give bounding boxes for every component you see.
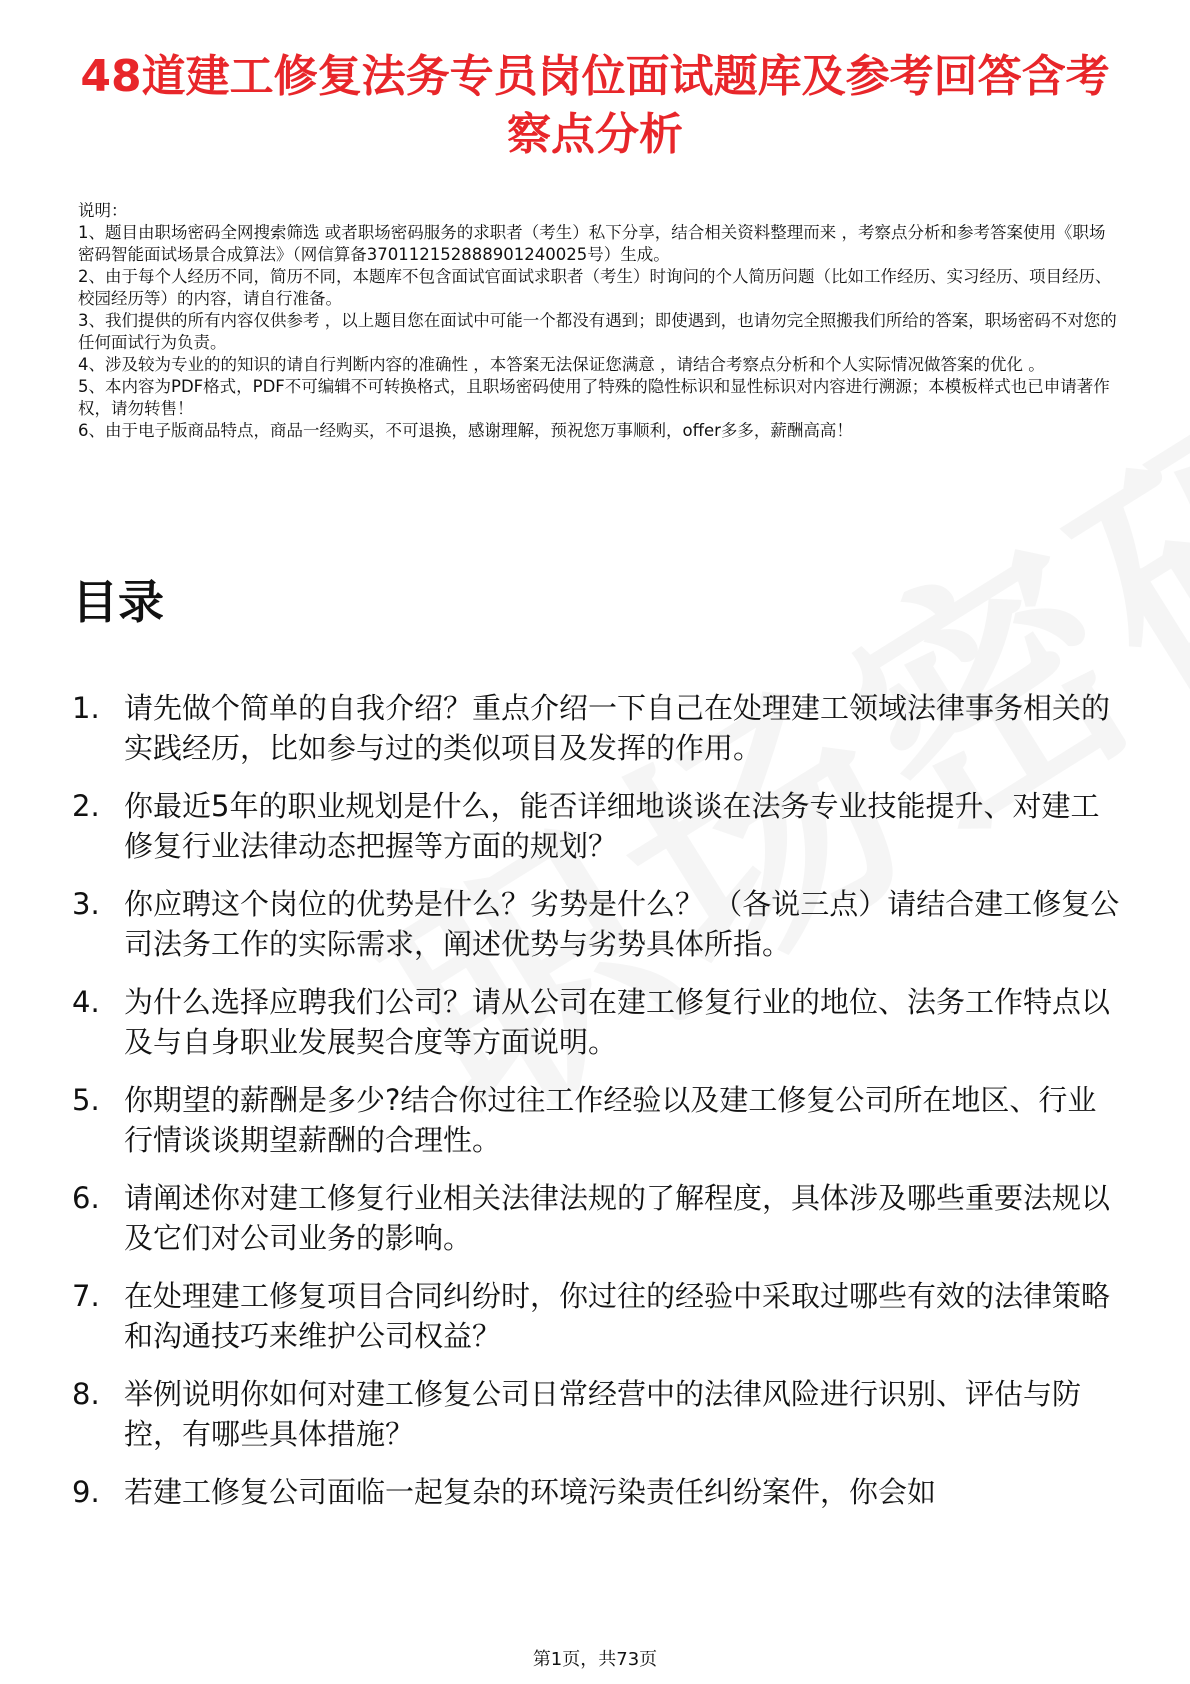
toc-item[interactable] (72, 1178, 1122, 1258)
note-item: 5、本内容为PDF格式，PDF不可编辑不可转换格式，且职场密码使用了特殊的隐性标识和显性标识对内容进行溯源；本模板样式也已申请著作权，请勿转售！ (78, 377, 1110, 418)
toc-list (72, 688, 1122, 1530)
toc-item[interactable] (72, 1472, 1122, 1512)
toc-heading: 目录 (72, 575, 164, 629)
toc-item[interactable] (72, 982, 1122, 1062)
notes-section (78, 200, 1118, 442)
toc-number: 3. (72, 887, 100, 921)
toc-item[interactable] (72, 688, 1122, 768)
toc-text: 若建工修复公司面临一起复杂的环境污染责任纠纷案件，你会如 (124, 1475, 937, 1509)
toc-number: 9. (72, 1475, 100, 1509)
toc-item[interactable] (72, 1080, 1122, 1160)
toc-number: 7. (72, 1279, 100, 1313)
toc-number: 5. (72, 1083, 100, 1117)
toc-item[interactable] (72, 1276, 1122, 1356)
toc-text: 为什么选择应聘我们公司？请从公司在建工修复行业的地位、法务工作特点以及与自身职业发展契合度等方面说明。 (124, 985, 1111, 1059)
toc-item[interactable] (72, 884, 1122, 964)
toc-item[interactable] (72, 786, 1122, 866)
note-item: 1、题目由职场密码全网搜索筛选 或者职场密码服务的求职者（考生）私下分享，结合相关资料整理而来 ，考察点分析和参考答案使用《职场密码智能面试场景合成算法》（网信算备370112152888901240025号）生成。 (78, 223, 1106, 264)
toc-text: 你期望的薪酬是多少?结合你过往工作经验以及建工修复公司所在地区、行业行情谈谈期望薪酬的合理性。 (124, 1083, 1097, 1157)
toc-text: 你最近5年的职业规划是什么，能否详细地谈谈在法务专业技能提升、对建工修复行业法律动态把握等方面的规划？ (124, 789, 1100, 863)
note-item: 6、由于电子版商品特点，商品一经购买，不可退换，感谢理解，预祝您万事顺利，offer多多，薪酬高高！ (78, 421, 853, 440)
toc-number: 1. (72, 691, 100, 725)
toc-text: 请阐述你对建工修复行业相关法律法规的了解程度，具体涉及哪些重要法规以及它们对公司业务的影响。 (124, 1181, 1111, 1255)
toc-text: 请先做个简单的自我介绍？重点介绍一下自己在处理建工领域法律事务相关的实践经历，比如参与过的类似项目及发挥的作用。 (124, 691, 1111, 765)
notes-heading: 说明： (78, 201, 128, 220)
page-footer: 第1页，共73页 (532, 1649, 658, 1670)
toc-number: 6. (72, 1181, 100, 1215)
toc-item[interactable] (72, 1374, 1122, 1454)
toc-text: 在处理建工修复项目合同纠纷时，你过往的经验中采取过哪些有效的法律策略和沟通技巧来维护公司权益？ (124, 1279, 1111, 1353)
note-item: 2、由于每个人经历不同，简历不同，本题库不包含面试官面试求职者（考生）时询问的个人简历问题（比如工作经历、实习经历、项目经历、校园经历等）的内容，请自行准备。 (78, 267, 1112, 308)
toc-text: 你应聘这个岗位的优势是什么？劣势是什么？ （各说三点）请结合建工修复公司法务工作的实际需求，阐述优势与劣势具体所指。 (124, 887, 1120, 961)
toc-number: 4. (72, 985, 100, 1019)
toc-number: 2. (72, 789, 100, 823)
toc-text: 举例说明你如何对建工修复公司日常经营中的法律风险进行识别、评估与防控，有哪些具体措施？ (124, 1377, 1082, 1451)
note-item: 3、我们提供的所有内容仅供参考 ，以上题目您在面试中可能一个都没有遇到；即使遇到，也请勿完全照搬我们所给的答案，职场密码不对您的任何面试行为负责。 (78, 311, 1117, 352)
toc-number: 8. (72, 1377, 100, 1411)
note-item: 4、涉及较为专业的的知识的请自行判断内容的准确性 ，本答案无法保证您满意 ，请结合考察点分析和个人实际情况做答案的优化 。 (78, 355, 1045, 374)
document-title: 48道建工修复法务专员岗位面试题库及参考回答含考察点分析 (80, 51, 1110, 160)
